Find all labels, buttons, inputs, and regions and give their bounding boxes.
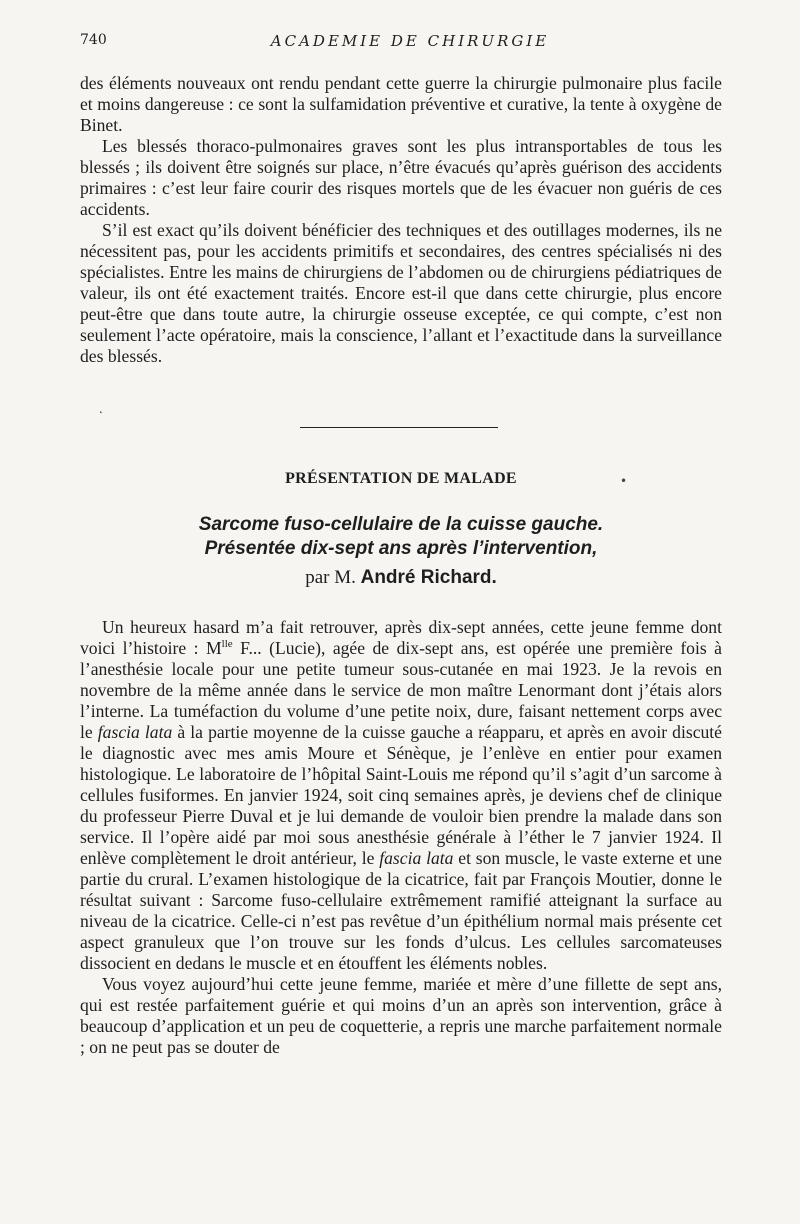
italic-term: fascia lata	[379, 848, 454, 868]
text-run: et son muscle, le vaste externe et une partie du crural. L’examen histologique de la cicatrice, fait par François Moutier, donne le résultat suivant : Sarcome fuso-cellulaire extrêmement ramifié atteignant la surface au niveau de la cicatrice. Celle-ci n’est pas revêtue d’un épithélium normal mais présente cet aspect granuleux que l’on trouve sur les fonds d’ulcus. Les cellules sarcomateuses dissocient en dedans le muscle et en étouffent les éléments nobles.	[80, 848, 722, 973]
superscript: lle	[221, 638, 233, 651]
running-header	[80, 32, 740, 54]
paragraph: S’il est exact qu’ils doivent bénéficier des techniques et des outillages modernes, ils ne nécessitent pas, pour les accidents primitifs et secondaires, des centres spécialisés ni des spécialistes. Entre les mains de chirurgiens de l’abdomen ou de chirurgiens pédiatriques de valeur, ils ont été exactement traités. Encore est-il que dans cette chirurgie, plus encore peut-être que dans toute autre, la chirurgie osseuse exceptée, ce qui compte, c’est non seulement l’acte opératoire, mais la conscience, l’allant et l’exactitude dans la surveillance des blessés.	[80, 220, 722, 366]
journal-title: ACADEMIE DE CHIRURGIE	[270, 32, 550, 50]
paragraph: des éléments nouveaux ont rendu pendant cette guerre la chirurgie pulmonaire plus facile et moins dangereuse : ce sont la sulfamidation préventive et curative, la tente à oxygène de Binet.	[80, 73, 722, 135]
section-heading: PRÉSENTATION DE MALADE	[285, 470, 517, 487]
page-number: 740	[80, 32, 107, 48]
paragraph	[80, 617, 722, 974]
author-name: André Richard.	[360, 567, 497, 588]
byline-prefix: par M.	[305, 567, 356, 588]
text-run: Un heureux hasard m’a fait retrouver, après dix-sept années, cette jeune femme dont voici l’histoire : M	[80, 617, 722, 658]
paragraph: Les blessés thoraco-pulmonaires graves sont les plus intransportables de tous les blessés ; ils doivent être soignés sur place, n’être évacués qu’après guérison des accidents primaires : c’est leur faire courir des risques mortels que de les évacuer non guéris de ces accidents.	[80, 136, 722, 219]
paragraph: Vous voyez aujourd’hui cette jeune femme, mariée et mère d’une fillette de sept ans, qui est restée parfaitement guérie et qui moins d’un an après son intervention, grâce à beaucoup d’application et un peu de coquetterie, a repris une marche parfaitement normale ; on ne peut pas se douter de	[80, 974, 722, 1057]
print-speck: •	[620, 474, 628, 488]
text-run: à la partie moyenne de la cuisse gauche a réapparu, et après en avoir discuté le diagnostic avec mes amis Moure et Sénèque, je l’enlève en entier pour examen histologique. Le laboratoire de l’hôpital Saint-Louis me répond qu’il s’agit d’un sarcome à cellules fusiformes. En janvier 1924, soit cinq semaines après, je deviens chef de clinique du professeur Pierre Duval et je lui demande de vouloir bien prendre la malade dans son service. Il l’opère aidé par moi sous anesthésie générale à l’éther le 7 janvier 1924. Il enlève complètement le droit antérieur, le	[80, 722, 722, 868]
article-title-line-1: Sarcome fuso-cellulaire de la cuisse gauche.	[198, 514, 604, 535]
byline	[80, 567, 722, 589]
text-run: F... (Lucie), agée de dix-sept ans, est opérée une première fois à l’anesthésie locale pour une petite tumeur sous-cutanée en mai 1923. Je la revois en novembre de la même année dans le service de mon maître Lenormant dont j’étais alors l’interne. La tuméfaction du volume d’une petite noix, dure, faisant nettement corps avec le	[80, 638, 722, 742]
article-title-line-2: Présentée dix-sept ans après l’intervention,	[204, 538, 598, 559]
previous-article-text	[80, 73, 722, 367]
article-body	[80, 617, 722, 1058]
print-speck: ˛	[98, 400, 104, 414]
italic-term: fascia lata	[97, 722, 173, 742]
section-divider	[300, 427, 498, 428]
